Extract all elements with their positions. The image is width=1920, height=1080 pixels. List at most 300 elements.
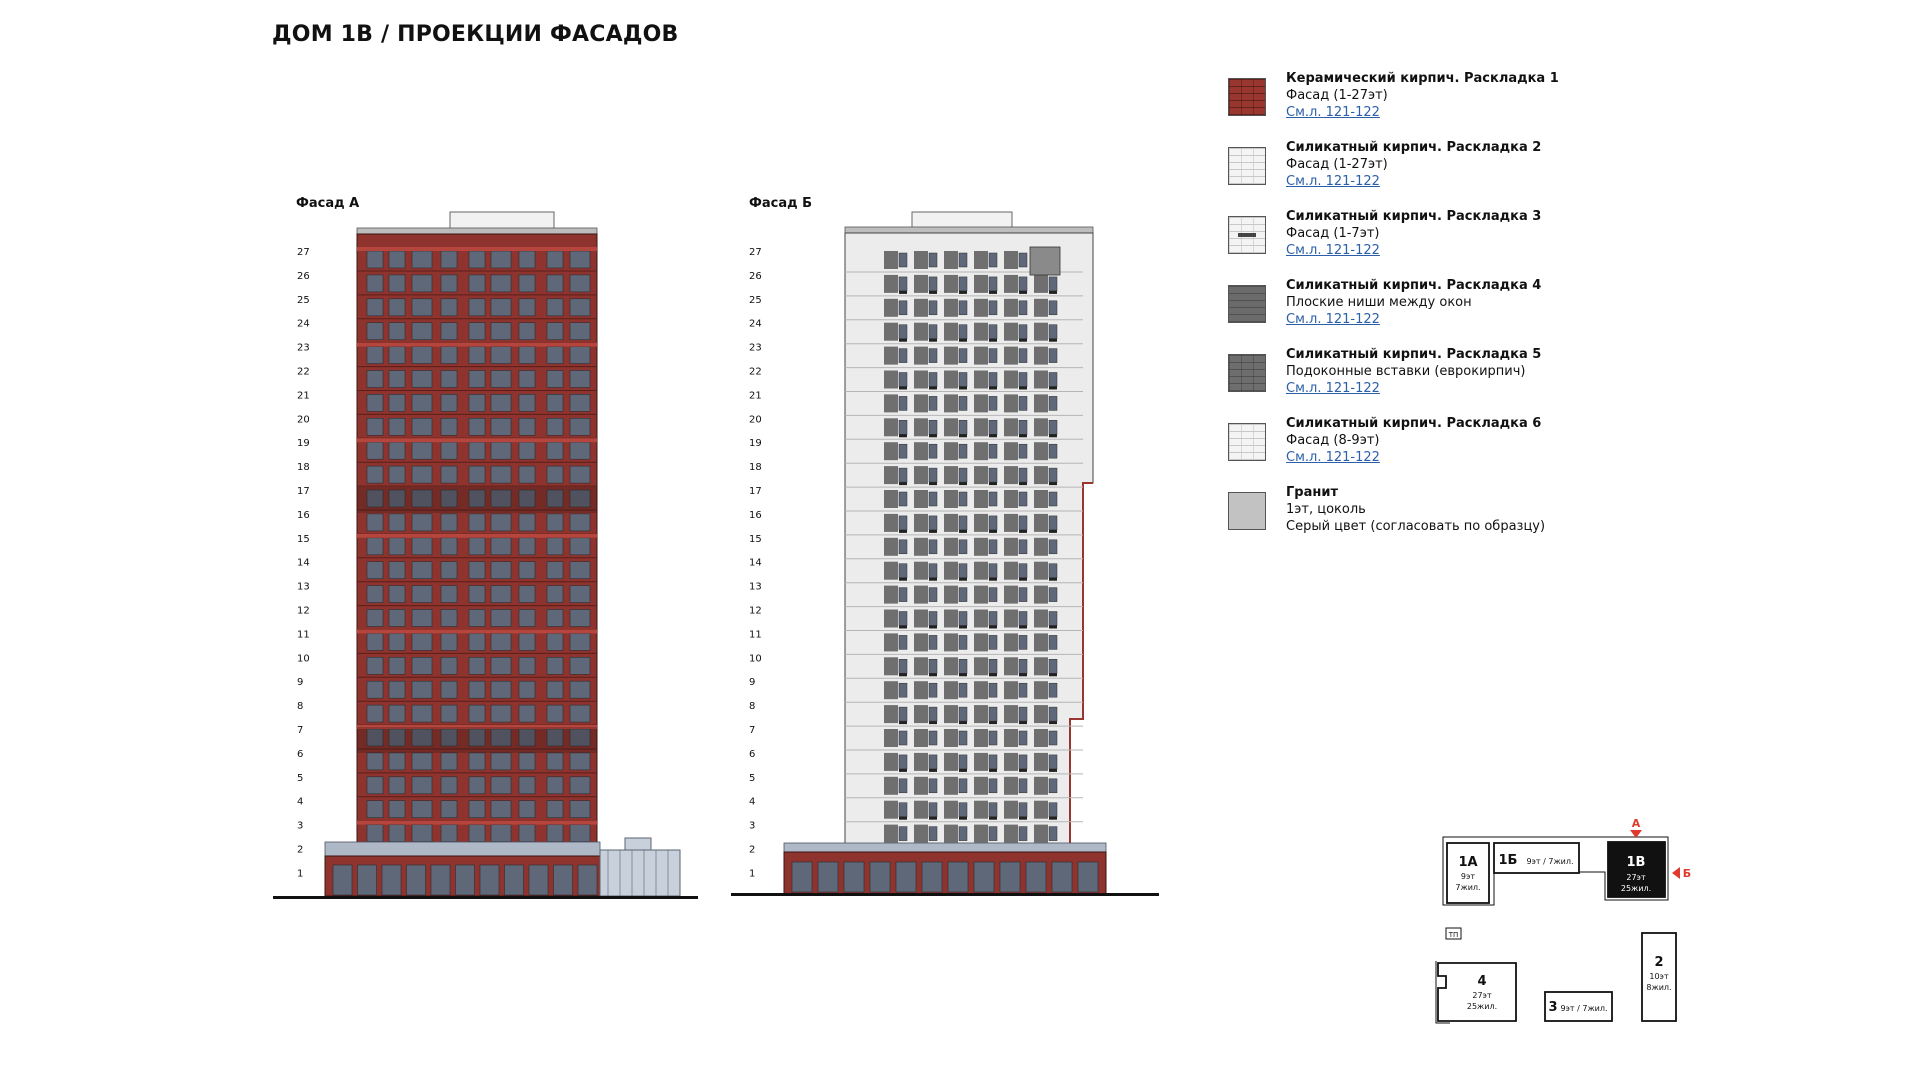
dark-belt <box>357 727 597 753</box>
window <box>570 753 590 770</box>
window <box>929 540 937 554</box>
window <box>367 538 383 555</box>
sill-insert <box>1049 673 1057 676</box>
window <box>570 705 590 722</box>
floor-number: 6 <box>749 748 756 760</box>
window <box>389 825 405 842</box>
grey-niche <box>914 753 928 771</box>
window <box>547 347 563 364</box>
sill-insert <box>899 578 907 581</box>
roof-parapet <box>357 228 597 234</box>
window <box>899 420 907 434</box>
legend-sheet-link[interactable]: См.л. 121-122 <box>1286 243 1380 258</box>
window <box>441 801 457 818</box>
grey-niche <box>944 681 958 699</box>
window <box>959 396 967 410</box>
grey-niche <box>944 729 958 747</box>
building-2-info: 8жил. <box>1646 983 1672 992</box>
window <box>547 299 563 316</box>
window <box>570 299 590 316</box>
sill-insert <box>1019 817 1027 820</box>
sill-insert <box>899 482 907 485</box>
sill-insert <box>959 721 967 724</box>
window <box>367 633 383 650</box>
window <box>491 753 511 770</box>
grey-niche <box>884 657 898 675</box>
grey-niche <box>944 538 958 556</box>
sill-insert <box>959 530 967 533</box>
grey-niche <box>944 323 958 341</box>
sill-insert <box>959 482 967 485</box>
arrow-b-icon <box>1672 867 1680 879</box>
shop-window <box>456 865 475 895</box>
building-1a-id: 1А <box>1458 855 1478 870</box>
grey-niche <box>884 610 898 628</box>
sill-insert <box>929 291 937 294</box>
window <box>899 707 907 721</box>
legend-description: Фасад (8-9эт) <box>1286 433 1380 448</box>
window <box>491 323 511 340</box>
grey-niche <box>974 394 988 412</box>
window <box>899 588 907 602</box>
sill-insert <box>989 291 997 294</box>
window <box>547 801 563 818</box>
window <box>1019 588 1027 602</box>
sill-insert <box>989 530 997 533</box>
shop-window <box>1000 862 1020 892</box>
floor-number: 8 <box>749 701 756 713</box>
window <box>1049 540 1057 554</box>
building-4-info: 27эт <box>1472 991 1492 1000</box>
sill-insert <box>899 626 907 629</box>
window <box>389 299 405 316</box>
window <box>929 731 937 745</box>
grey-niche <box>914 657 928 675</box>
window <box>570 633 590 650</box>
podium-canopy <box>325 842 600 856</box>
window <box>1049 277 1057 291</box>
window <box>469 299 485 316</box>
grey-niche <box>944 466 958 484</box>
window <box>989 444 997 458</box>
grey-niche <box>944 562 958 580</box>
podium-canopy <box>784 843 1106 852</box>
window <box>1049 612 1057 626</box>
grey-niche <box>884 371 898 389</box>
window <box>547 251 563 268</box>
window <box>519 466 535 483</box>
window <box>412 394 432 411</box>
floor-number: 22 <box>749 366 762 378</box>
window <box>547 753 563 770</box>
legend-title: Силикатный кирпич. Раскладка 3 <box>1286 209 1542 224</box>
window <box>959 564 967 578</box>
sill-insert <box>989 626 997 629</box>
shop-window <box>792 862 812 892</box>
window <box>989 373 997 387</box>
floor-number: 7 <box>297 725 304 736</box>
grey-niche <box>974 705 988 723</box>
window <box>491 275 511 292</box>
shop-window <box>1026 862 1046 892</box>
window <box>547 394 563 411</box>
window <box>469 825 485 842</box>
grey-niche <box>884 323 898 341</box>
window <box>412 705 432 722</box>
grey-niche <box>1034 825 1048 843</box>
sill-insert <box>1019 769 1027 772</box>
legend-text <box>1286 346 1541 397</box>
legend-text <box>1286 139 1541 190</box>
grey-niche <box>1004 514 1018 532</box>
sill-insert <box>1049 721 1057 724</box>
window <box>1019 827 1027 841</box>
window <box>469 777 485 794</box>
shop-window <box>407 865 426 895</box>
grey-niche <box>1034 275 1048 293</box>
sill-insert <box>1049 339 1057 342</box>
roof-structure <box>912 212 1012 229</box>
floor-number: 8 <box>297 701 304 713</box>
floor-number: 14 <box>297 557 310 569</box>
window <box>1049 588 1057 602</box>
grey-niche <box>914 394 928 412</box>
legend-sheet-link[interactable]: См.л. 121-122 <box>1286 174 1380 189</box>
grey-niche <box>944 657 958 675</box>
window <box>1019 731 1027 745</box>
window <box>389 586 405 603</box>
grey-niche <box>974 729 988 747</box>
ground-line-b <box>731 893 1159 896</box>
sill-insert <box>1049 578 1057 581</box>
legend-item <box>1228 139 1708 208</box>
grey-niche <box>974 586 988 604</box>
window <box>491 371 511 388</box>
floor-number: 1 <box>297 868 304 880</box>
grey-niche <box>944 610 958 628</box>
window <box>367 466 383 483</box>
window <box>547 825 563 842</box>
grey-niche <box>914 490 928 508</box>
legend-sheet-link[interactable]: См.л. 121-122 <box>1286 450 1380 465</box>
window <box>1019 779 1027 793</box>
window <box>959 516 967 530</box>
window <box>1049 468 1057 482</box>
window <box>412 586 432 603</box>
window <box>389 681 405 698</box>
sill-insert <box>1049 291 1057 294</box>
window <box>389 514 405 531</box>
window <box>441 562 457 579</box>
window <box>519 323 535 340</box>
window <box>929 301 937 315</box>
window <box>1019 277 1027 291</box>
floor-number: 5 <box>297 772 304 784</box>
grey-niche <box>884 394 898 412</box>
window <box>519 371 535 388</box>
window <box>547 323 563 340</box>
window <box>367 681 383 698</box>
floor-number: 6 <box>297 748 304 760</box>
sill-insert <box>989 482 997 485</box>
window <box>989 492 997 506</box>
window <box>959 827 967 841</box>
sill-insert <box>1049 482 1057 485</box>
window <box>899 540 907 554</box>
window <box>547 562 563 579</box>
window <box>389 347 405 364</box>
grey-niche <box>944 777 958 795</box>
grey-niche <box>884 753 898 771</box>
sill-insert <box>929 578 937 581</box>
grey-niche <box>914 371 928 389</box>
window <box>389 801 405 818</box>
grey-niche <box>914 610 928 628</box>
grey-niche <box>884 777 898 795</box>
window <box>1019 540 1027 554</box>
window <box>547 586 563 603</box>
grey-niche <box>974 538 988 556</box>
sill-insert <box>1019 387 1027 390</box>
white-brick-swatch <box>1228 423 1266 461</box>
shop-window <box>333 865 352 895</box>
window <box>441 418 457 435</box>
window <box>441 586 457 603</box>
window <box>959 731 967 745</box>
grey-niche <box>1004 394 1018 412</box>
window <box>929 277 937 291</box>
grey-niche <box>944 586 958 604</box>
grey-niche <box>884 633 898 651</box>
window <box>1019 396 1027 410</box>
window <box>570 610 590 627</box>
window <box>929 827 937 841</box>
window <box>959 803 967 817</box>
window <box>547 371 563 388</box>
grey-brick-swatch <box>1228 285 1266 323</box>
floor-number: 2 <box>297 844 304 856</box>
brick-band <box>357 629 597 633</box>
legend-description: Фасад (1-27эт) <box>1286 157 1388 172</box>
window <box>570 394 590 411</box>
grey-niche <box>914 538 928 556</box>
window <box>899 516 907 530</box>
window <box>389 275 405 292</box>
window <box>491 394 511 411</box>
window <box>959 468 967 482</box>
window <box>929 635 937 649</box>
grey-niche <box>1004 418 1018 436</box>
window <box>899 564 907 578</box>
window <box>412 251 432 268</box>
sill-insert <box>1019 482 1027 485</box>
marker-b: Б <box>1682 867 1692 880</box>
grey-niche <box>974 490 988 508</box>
grey-niche <box>914 801 928 819</box>
window <box>412 466 432 483</box>
window <box>412 347 432 364</box>
window <box>469 681 485 698</box>
legend-text <box>1286 208 1541 259</box>
sill-insert <box>959 626 967 629</box>
floor-number: 1 <box>749 868 756 880</box>
grey-niche <box>1004 323 1018 341</box>
window <box>469 394 485 411</box>
roof-parapet <box>845 227 1093 233</box>
window <box>519 777 535 794</box>
sill-insert <box>929 339 937 342</box>
floor-number: 16 <box>297 509 310 521</box>
legend-description: Фасад (1-27эт) <box>1286 88 1388 103</box>
window <box>989 588 997 602</box>
window <box>441 633 457 650</box>
window <box>469 466 485 483</box>
grey-niche <box>974 514 988 532</box>
grey-niche <box>974 610 988 628</box>
floor-number: 25 <box>749 294 762 306</box>
window <box>469 562 485 579</box>
sill-insert <box>1049 626 1057 629</box>
window <box>441 275 457 292</box>
window <box>412 562 432 579</box>
legend-text <box>1286 415 1541 466</box>
shop-window <box>554 865 573 895</box>
glass-annex-top <box>625 838 651 850</box>
legend-sheet-link[interactable]: См.л. 121-122 <box>1286 312 1380 327</box>
floor-number: 11 <box>749 629 762 641</box>
window <box>929 803 937 817</box>
window <box>491 586 511 603</box>
grey-niche <box>1004 299 1018 317</box>
grey-niche <box>1004 371 1018 389</box>
legend-title: Силикатный кирпич. Раскладка 2 <box>1286 140 1542 155</box>
window <box>959 635 967 649</box>
sill-insert <box>899 721 907 724</box>
floor-number: 3 <box>297 820 304 832</box>
sill-insert <box>899 817 907 820</box>
window <box>989 301 997 315</box>
floor-number: 11 <box>297 629 310 641</box>
window <box>367 753 383 770</box>
window <box>469 801 485 818</box>
window <box>519 586 535 603</box>
grey-niche <box>884 538 898 556</box>
grey-niche <box>884 251 898 269</box>
window <box>441 299 457 316</box>
window <box>547 610 563 627</box>
grey-niche <box>1034 681 1048 699</box>
window <box>1049 564 1057 578</box>
grey-niche <box>884 801 898 819</box>
grey-niche <box>944 442 958 460</box>
window <box>899 468 907 482</box>
window <box>469 347 485 364</box>
grey-niche <box>944 275 958 293</box>
legend-description: 1эт, цоколь <box>1286 502 1366 517</box>
window <box>491 825 511 842</box>
window <box>989 396 997 410</box>
legend-sheet-link[interactable]: См.л. 121-122 <box>1286 381 1380 396</box>
sill-insert <box>929 387 937 390</box>
grey-niche <box>974 323 988 341</box>
facade-b <box>731 196 1159 896</box>
sill-insert <box>959 673 967 676</box>
window <box>570 681 590 698</box>
grey-niche <box>944 299 958 317</box>
grey-niche <box>1004 753 1018 771</box>
sill-insert <box>989 817 997 820</box>
grey-niche <box>974 299 988 317</box>
grey-niche <box>1004 705 1018 723</box>
legend-description: Подоконные вставки (еврокирпич) <box>1286 364 1526 379</box>
window <box>959 707 967 721</box>
window <box>389 753 405 770</box>
sill-insert <box>989 673 997 676</box>
floor-number: 3 <box>749 820 756 832</box>
grey-niche <box>914 442 928 460</box>
window <box>959 659 967 673</box>
shop-window <box>529 865 548 895</box>
grey-niche <box>944 753 958 771</box>
window <box>989 564 997 578</box>
grey-niche <box>1004 490 1018 508</box>
window <box>367 418 383 435</box>
window <box>1019 420 1027 434</box>
window <box>899 755 907 769</box>
grey-niche <box>944 418 958 436</box>
brick-band <box>357 438 597 442</box>
building-3-info: 9эт / 7жил. <box>1560 1004 1608 1013</box>
window <box>959 373 967 387</box>
window <box>491 681 511 698</box>
sill-insert <box>1049 769 1057 772</box>
window <box>1049 492 1057 506</box>
window <box>519 394 535 411</box>
window <box>899 301 907 315</box>
window <box>441 466 457 483</box>
window <box>899 373 907 387</box>
grey-niche <box>1034 657 1048 675</box>
window <box>1049 420 1057 434</box>
window <box>412 753 432 770</box>
window <box>469 705 485 722</box>
sill-insert <box>899 769 907 772</box>
window <box>491 610 511 627</box>
shop-window <box>896 862 916 892</box>
building-1b-info: 9эт / 7жил. <box>1526 857 1574 866</box>
window <box>519 418 535 435</box>
window <box>570 466 590 483</box>
window <box>929 516 937 530</box>
sill-insert <box>929 673 937 676</box>
window <box>412 275 432 292</box>
grey-niche <box>914 418 928 436</box>
window <box>491 251 511 268</box>
brick-band <box>357 821 597 825</box>
grey-niche <box>1034 729 1048 747</box>
facade-b-label: Фасад Б <box>749 196 813 211</box>
grey-niche <box>884 562 898 580</box>
window <box>412 825 432 842</box>
grey-niche <box>1004 251 1018 269</box>
legend-sheet-link[interactable]: См.л. 121-122 <box>1286 105 1380 120</box>
window <box>367 777 383 794</box>
floor-number: 16 <box>749 509 762 521</box>
page-title: ДОМ 1В / ПРОЕКЦИИ ФАСАДОВ <box>272 22 679 47</box>
window <box>570 371 590 388</box>
window <box>929 349 937 363</box>
grey-niche <box>1004 777 1018 795</box>
